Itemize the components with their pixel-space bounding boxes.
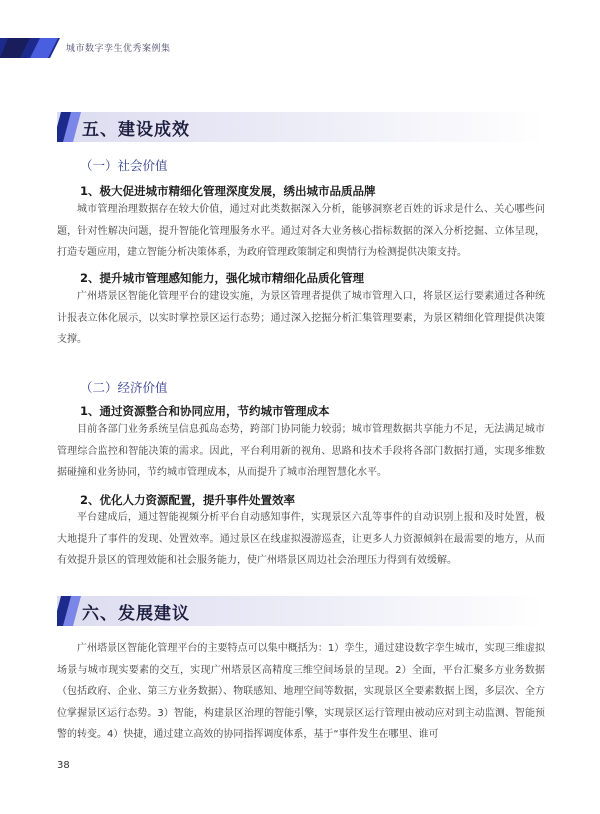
item-heading: 2、提升城市管理感知能力，强化城市精细化品质化管理 <box>80 271 364 285</box>
paragraph: 广州塔景区智能化管理平台的建设实施，为景区管理者提供了城市管理入口，将景区运行要素通过各种统计报表立体化展示，以实时掌控景区运行态势；通过深入挖掘分析汇集管理要素，为景区精细化管理提供决策支撑。 <box>57 291 545 345</box>
paragraph: 目前各部门业务系统呈信息孤岛态势，跨部门协同能力较弱；城市管理数据共享能力不足，无法满足城市管理综合监控和智能决策的需求。因此，平台利用新的视角、思路和技术手段将各部门数据打通，实现多维数据碰撞和业务协同，节约城市管理成本，从而提升了城市治理智慧化水平。 <box>57 424 545 478</box>
paragraph: 广州塔景区智能化管理平台的主要特点可以集中概括为：1）孪生，通过建设数字孪生城市，实现三维虚拟场景与城市现实要素的交互，实现广州塔景区高精度三维空间场景的呈现。2）全面，平台汇聚多方业务数据（包括政府、企业、第三方业务数据）、物联感知、地理空间等数据，实现景区全要素数据上图，多层次、全方位掌握景区运行态势。3）智能，构建景区治理的智能引擎，实现景区运行管理由被动应对到主动监测、智能预警的转变。4）快捷，通过建立高效的协同指挥调度体系，基于“事件发生在哪里、谁可 <box>57 643 545 740</box>
item-heading: 1、极大促进城市精细化管理深度发展，绣出城市品质品牌 <box>80 184 376 198</box>
section-band-6 <box>57 596 545 626</box>
header-title: 城市数字孪生优秀案例集 <box>66 44 171 54</box>
section-band-5 <box>57 112 545 142</box>
page-number: 38 <box>57 760 70 771</box>
subsection-title: （二）经济价值 <box>80 380 168 395</box>
section-title: 六、发展建议 <box>82 604 190 624</box>
paragraph: 城市管理治理数据存在较大价值，通过对此类数据深入分析，能够洞察老百姓的诉求是什么、关心哪些问题，针对性解决问题，提升智能化管理服务水平。通过对各大业务核心指标数据的深入分析挖掘、立体呈现，打造专题应用，建立智能分析决策体系，为政府管理政策制定和舆情行为检测提供决策支持。 <box>57 204 545 258</box>
chevron-icon <box>57 112 81 142</box>
section-title: 五、建设成效 <box>82 120 190 140</box>
paragraph: 平台建成后，通过智能视频分析平台自动感知事件，实现景区六乱等事件的自动识别上报和及时处置，极大地提升了事件的发现、处置效率。通过景区在线虚拟漫游巡查，让更多人力资源倾斜在最需要的地方，从而有效提升景区的管理效能和社会服务能力，使广州塔景区周边社会治理压力得到有效缓解。 <box>57 512 545 566</box>
item-heading: 1、通过资源整合和协同应用，节约城市管理成本 <box>80 404 330 418</box>
chevron-icon <box>57 596 81 626</box>
item-heading: 2、优化人力资源配置，提升事件处置效率 <box>80 493 295 507</box>
subsection-title: （一）社会价值 <box>80 158 168 173</box>
